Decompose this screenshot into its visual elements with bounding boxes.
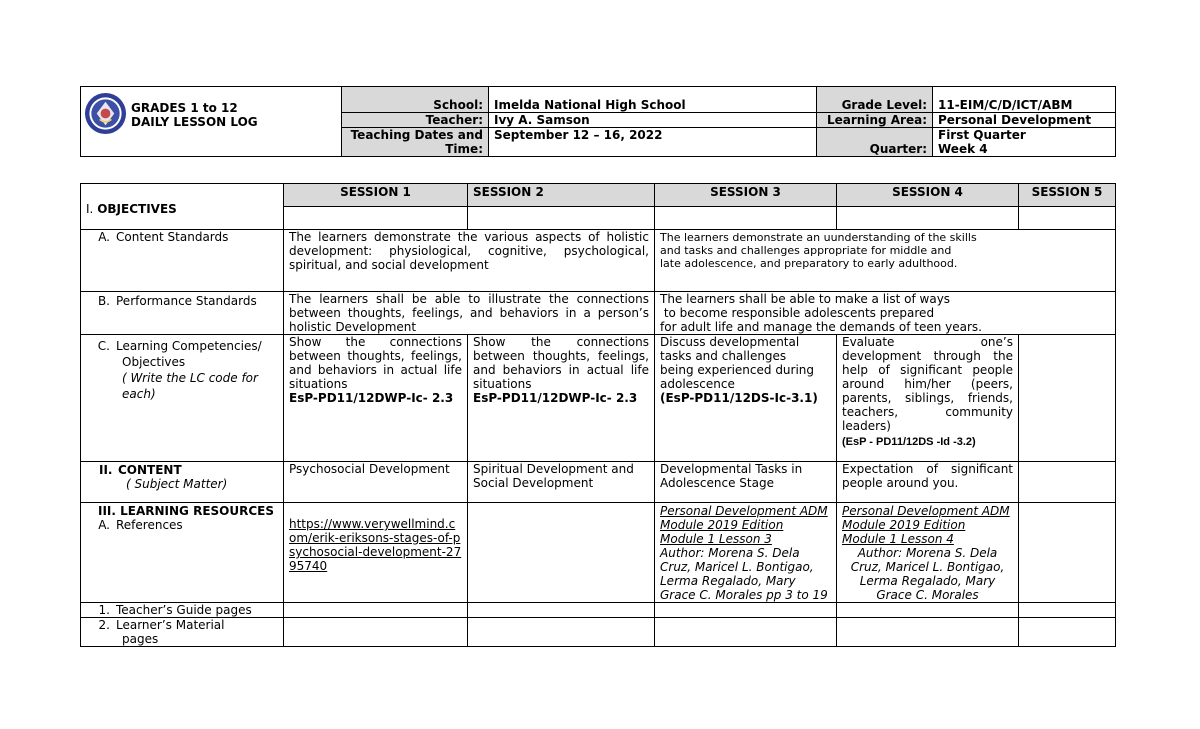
competencies-index: C.: [97, 339, 110, 353]
lesson-log-table: [80, 183, 1116, 647]
learning-area-label: Learning Area:: [817, 113, 933, 128]
header-title-cell: [81, 87, 342, 157]
teachers-guide-session-3: [655, 603, 837, 618]
performance-standards-line2: to become responsible adolescents prepared: [660, 306, 935, 320]
content-session-1: Psychosocial Development: [284, 462, 468, 503]
session-2-header: SESSION 2: [468, 184, 655, 207]
content-standards-s3-s5: [655, 230, 1116, 292]
teachers-guide-session-2: [468, 603, 655, 618]
competencies-s3-line3: being experienced during: [660, 363, 815, 377]
header-title-line2: DAILY LESSON LOG: [131, 115, 258, 129]
references-session-4: [837, 503, 1019, 603]
competencies-session-1: [284, 335, 468, 462]
references-s4-author3: Lerma Regalado, Mary: [859, 574, 996, 588]
teaching-dates-value: September 12 – 16, 2022: [489, 128, 817, 157]
references-s3-author3: Lerma Regalado, Mary: [660, 574, 796, 588]
content-session-5: [1019, 462, 1116, 503]
objectives-heading: [81, 184, 284, 230]
learners-material-session-5: [1019, 618, 1116, 647]
content-standards-label-cell: [81, 230, 284, 292]
content-standards-label: Content Standards: [116, 230, 229, 244]
references-s3-line3: Module 1 Lesson 3: [660, 532, 772, 546]
competencies-label-cell: [81, 335, 284, 462]
references-s3-author1: Author: Morena S. Dela: [660, 546, 800, 560]
references-s4-line1: Personal Development ADM: [842, 504, 1010, 518]
quarter-value: [933, 128, 1116, 157]
references-s3-author2: Cruz, Maricel L. Bontigao,: [660, 560, 814, 574]
competencies-label-line3: ( Write the LC code for: [122, 371, 258, 385]
teachers-guide-label: Teacher’s Guide pages: [116, 603, 252, 617]
content-label: CONTENT: [118, 463, 182, 477]
competencies-label-line1: Learning Competencies/: [116, 339, 262, 353]
teaching-dates-label: [342, 128, 489, 157]
competencies-s1-code: EsP-PD11/12DWP-Ic- 2.3: [289, 391, 454, 405]
performance-standards-label-cell: [81, 292, 284, 335]
session-4-blank: [837, 207, 1019, 230]
competencies-s3-line1: Discuss developmental: [660, 335, 800, 349]
learners-material-session-3: [655, 618, 837, 647]
objectives-heading-number: I.: [86, 201, 94, 216]
learners-material-label-line1: Learner’s Material: [116, 618, 225, 632]
content-standards-s3-line2: and tasks and challenges appropriate for middle and: [660, 244, 952, 257]
performance-standards-line3: for adult life and manage the demands of teen years.: [660, 320, 982, 334]
teachers-guide-session-4: [837, 603, 1019, 618]
grade-level-label: Grade Level:: [817, 87, 933, 113]
performance-standards-label: Performance Standards: [116, 294, 257, 308]
competencies-s3-line4: adolescence: [660, 377, 735, 391]
competencies-session-4: [837, 335, 1019, 462]
teacher-label: Teacher:: [342, 113, 489, 128]
quarter-value-line1: First Quarter: [938, 128, 1026, 142]
learning-area-value: Personal Development: [933, 113, 1116, 128]
deped-seal-logo: [84, 92, 127, 135]
session-3-blank: [655, 207, 837, 230]
references-s3-line1: Personal Development ADM: [660, 504, 828, 518]
references-s4-author4: Grace C. Morales: [876, 588, 979, 602]
content-standards-index: A.: [98, 230, 110, 244]
competencies-s4-code: (EsP - PD11/12DS -Id -3.2): [842, 436, 976, 448]
competencies-s3-line2: tasks and challenges: [660, 349, 787, 363]
references-session-1: [284, 503, 468, 603]
teachers-guide-label-cell: [81, 603, 284, 618]
session-1-blank: [284, 207, 468, 230]
objectives-heading-label: OBJECTIVES: [97, 201, 177, 216]
session-5-blank: [1019, 207, 1116, 230]
header-table: [80, 86, 1116, 157]
references-label: References: [116, 518, 183, 532]
learners-material-session-1: [284, 618, 468, 647]
quarter-value-line2: Week 4: [938, 142, 988, 156]
content-subject-matter: ( Subject Matter): [126, 477, 228, 491]
competencies-s4-text: Evaluate one’s development through the help of significant people around him/her (peers, parents, siblings, friends, teachers, community leaders): [842, 335, 1013, 433]
references-label-cell: [81, 503, 284, 603]
references-s3-line2: Module 2019 Edition: [660, 518, 784, 532]
school-label: School:: [342, 87, 489, 113]
performance-standards-s3-s5: [655, 292, 1116, 335]
learners-material-label-line2: pages: [122, 632, 159, 646]
learners-material-index: 2.: [98, 618, 110, 632]
competencies-s2-text: Show the connections between thoughts, feelings, and behaviors in actual life situations: [473, 335, 649, 391]
competencies-label-line2: Objectives: [122, 355, 186, 369]
learners-material-session-2: [468, 618, 655, 647]
reference-link[interactable]: https://www.verywellmind.com/erik-eriksons-stages-of-psychosocial-development-2795740: [289, 517, 462, 573]
references-s4-author2: Cruz, Maricel L. Bontigao,: [850, 560, 1005, 574]
competencies-label-line4: each): [122, 387, 156, 401]
session-5-header: SESSION 5: [1019, 184, 1116, 207]
teaching-dates-label-line2: Time:: [445, 142, 483, 156]
references-s4-line3: Module 1 Lesson 4: [842, 532, 954, 546]
session-2-blank: [468, 207, 655, 230]
content-session-3: Developmental Tasks in Adolescence Stage: [655, 462, 837, 503]
learning-resources-heading: III. LEARNING RESOURCES: [98, 504, 274, 518]
competencies-s2-code: EsP-PD11/12DWP-Ic- 2.3: [473, 391, 638, 405]
references-s4-author1: Author: Morena S. Dela: [857, 546, 998, 560]
teachers-guide-index: 1.: [98, 603, 110, 617]
header-title-line1: GRADES 1 to 12: [131, 101, 238, 115]
content-standards-s3-line1: The learners demonstrate an uunderstanding of the skills: [660, 231, 977, 244]
school-value: Imelda National High School: [489, 87, 817, 113]
references-session-3: [655, 503, 837, 603]
quarter-label: Quarter:: [817, 128, 933, 157]
references-session-5: [1019, 503, 1116, 603]
content-session-4: Expectation of significant people around you.: [837, 462, 1019, 503]
content-standards-s3-line3: late adolescence, and preparatory to early adulthood.: [660, 257, 958, 270]
teachers-guide-session-1: [284, 603, 468, 618]
references-s3-author4: Grace C. Morales pp 3 to 19: [660, 588, 828, 602]
references-s4-line2: Module 2019 Edition: [842, 518, 966, 532]
performance-standards-index: B.: [97, 294, 110, 308]
competencies-session-2: [468, 335, 655, 462]
session-3-header: SESSION 3: [655, 184, 837, 207]
competencies-s1-text: Show the connections between thoughts, feelings, and behaviors in actual life situations: [289, 335, 462, 391]
content-label-cell: [81, 462, 284, 503]
performance-standards-s1-s2: The learners shall be able to illustrate the connections between thoughts, feelings, and behaviors in a person’s holistic Development: [284, 292, 655, 335]
competencies-session-5: [1019, 335, 1116, 462]
learners-material-session-4: [837, 618, 1019, 647]
teachers-guide-session-5: [1019, 603, 1116, 618]
competencies-session-3: [655, 335, 837, 462]
session-1-header: SESSION 1: [284, 184, 468, 207]
references-session-2: [468, 503, 655, 603]
teacher-value: Ivy A. Samson: [489, 113, 817, 128]
learners-material-label-cell: [81, 618, 284, 647]
competencies-s3-code: (EsP-PD11/12DS-Ic-3.1): [660, 391, 818, 405]
performance-standards-line1: The learners shall be able to make a list of ways: [660, 292, 951, 306]
grade-level-value: 11-EIM/C/D/ICT/ABM: [933, 87, 1116, 113]
content-index: II.: [99, 463, 113, 477]
header-title: [131, 101, 258, 129]
content-session-2: Spiritual Development and Social Development: [468, 462, 655, 503]
references-index: A.: [98, 518, 110, 532]
teaching-dates-label-line1: Teaching Dates and: [350, 128, 483, 142]
content-standards-s1-s2: The learners demonstrate the various aspects of holistic development: physiological, cognitive, psychological, spiritual, and social development: [284, 230, 655, 292]
session-4-header: SESSION 4: [837, 184, 1019, 207]
